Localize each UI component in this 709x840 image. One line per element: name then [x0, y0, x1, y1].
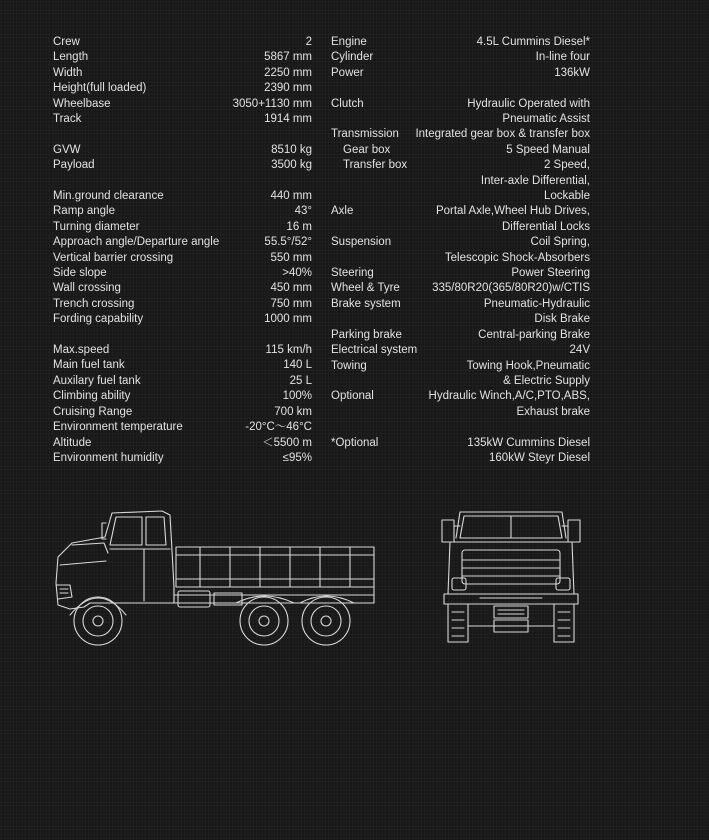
spec-value: 4.5L Cummins Diesel* [476, 36, 590, 48]
spec-label: Steering [331, 267, 374, 280]
spec-row-crew [53, 35, 312, 50]
spec-row-ramp-angle [53, 204, 312, 219]
spec-row-towing [331, 359, 590, 390]
spec-label: Optional [331, 390, 374, 403]
spec-row-altitude [53, 436, 312, 451]
spec-label: Parking brake [331, 328, 402, 341]
spec-value: Portal Axle,Wheel Hub Drives, Differential Locks [435, 205, 590, 233]
spec-label: Suspension [331, 236, 392, 249]
spec-row-cruising-range [53, 405, 312, 420]
spec-row-ground-clearance [53, 189, 312, 204]
spec-label: Height(full loaded) [53, 82, 147, 95]
spec-label: Trench crossing [53, 297, 135, 310]
truck-side-view [50, 505, 380, 655]
spec-row-wheelbase [53, 97, 312, 112]
spec-label: Turning diameter [53, 220, 140, 233]
spacer [53, 174, 312, 189]
spec-value: 700 km [274, 405, 312, 418]
specs-left-column [53, 35, 312, 466]
spec-value: Towing Hook,Pneumatic & Electric Supply [466, 359, 590, 387]
spec-label: Auxilary fuel tank [53, 374, 141, 387]
spec-label: Transmission [331, 128, 399, 141]
spec-label: Brake system [331, 297, 401, 310]
spec-row-engine [331, 35, 590, 50]
spec-value: 750 mm [270, 297, 312, 310]
spec-row-transmission [331, 127, 590, 142]
spec-value: 2390 mm [264, 82, 312, 95]
spec-value: 2250 mm [264, 66, 312, 79]
spec-label: Main fuel tank [53, 359, 125, 372]
spec-value: 16 m [286, 220, 312, 233]
spec-value: 43° [294, 205, 312, 218]
spec-value: Coil Spring, Telescopic Shock-Absorbers [444, 236, 590, 264]
spec-row-parking-brake [331, 328, 590, 343]
spec-value: 55.5°/52° [264, 236, 312, 249]
spacer [53, 127, 312, 142]
spacer [331, 81, 590, 96]
spec-row-max-speed [53, 343, 312, 358]
spec-row-payload [53, 158, 312, 173]
spec-row-gvw [53, 143, 312, 158]
spec-label: Electrical system [331, 344, 418, 357]
spec-row-side-slope [53, 266, 312, 281]
spec-label: Cruising Range [53, 405, 133, 418]
spec-label: Ramp angle [53, 205, 116, 218]
truck-front-view [432, 508, 590, 646]
spec-value: 550 mm [270, 251, 312, 264]
spacer [53, 328, 312, 343]
spec-row-track [53, 112, 312, 127]
spec-label: Wall crossing [53, 282, 121, 295]
spec-label: Clutch [331, 97, 364, 110]
spec-value: 440 mm [270, 190, 312, 203]
spec-row-optional [331, 389, 590, 420]
spec-row-height [53, 81, 312, 96]
spec-label: Payload [53, 159, 95, 172]
spec-value: 5 Speed Manual [506, 143, 590, 156]
spec-label: Vertical barrier crossing [53, 251, 174, 264]
spec-value: Hydraulic Operated with Pneumatic Assist [467, 97, 590, 126]
spec-value: Central-parking Brake [478, 328, 590, 341]
spec-label: Transfer box [343, 159, 408, 172]
spec-row-length [53, 50, 312, 65]
spec-row-suspension [331, 235, 590, 266]
spec-label: Side slope [53, 267, 107, 280]
spec-row-climbing [53, 389, 312, 404]
spec-value: >40% [282, 267, 312, 280]
spec-label: Width [53, 66, 83, 79]
spec-value: 24V [569, 344, 590, 357]
spec-label: Max.speed [53, 344, 110, 357]
spec-label: Cylinder [331, 51, 374, 64]
spec-value: ≤95% [282, 451, 312, 464]
spec-row-steering [331, 266, 590, 281]
spec-value: 140 L [283, 359, 312, 372]
spec-value: 2 [305, 36, 312, 48]
spec-row-gear-box [331, 143, 590, 158]
spec-label: Environment temperature [53, 421, 183, 434]
spec-label: Gear box [343, 143, 391, 156]
spec-value: Pneumatic-Hydraulic Disk Brake [483, 297, 590, 326]
spec-value: 335/80R20(365/80R20)w/CTIS [432, 282, 590, 295]
spec-value: 1000 mm [264, 313, 312, 326]
spec-row-env-humidity [53, 451, 312, 466]
spec-value: 3050+1130 mm [232, 97, 312, 110]
spec-value: 135kW Cummins Diesel 160kW Steyr Diesel [467, 436, 590, 464]
spec-label: Track [53, 113, 82, 126]
spec-row-clutch [331, 97, 590, 128]
truck-side-view-icon [50, 505, 380, 655]
spec-label: Towing [331, 359, 367, 372]
spec-value: 115 km/h [265, 344, 312, 357]
spec-value: In-line four [535, 51, 590, 64]
spec-label: Wheelbase [53, 97, 111, 110]
spec-value: Hydraulic Winch,A/C,PTO,ABS, Exhaust brake [428, 390, 590, 418]
spacer [331, 420, 590, 435]
spec-row-cylinder [331, 50, 590, 65]
specs-right-column [331, 35, 590, 466]
spec-row-trench-crossing [53, 297, 312, 312]
spec-row-brake-system [331, 297, 590, 328]
spec-value: 25 L [289, 374, 312, 387]
spec-row-transfer-box [331, 158, 590, 204]
spec-value: ＜5500 m [262, 436, 312, 449]
spec-value: Power Steering [511, 267, 590, 280]
spec-label: *Optional [331, 436, 379, 449]
spec-label: Engine [331, 36, 367, 48]
spec-row-optional-engines [331, 436, 590, 467]
spec-label: Axle [331, 205, 354, 218]
spec-label: Min.ground clearance [53, 190, 164, 203]
spec-label: Climbing ability [53, 390, 131, 403]
spec-row-wheel-tyre [331, 281, 590, 296]
spec-row-fording [53, 312, 312, 327]
spec-row-aux-fuel-tank [53, 374, 312, 389]
spec-value: 100% [282, 390, 312, 403]
spec-value: 3500 kg [271, 159, 312, 172]
spec-value: 450 mm [270, 282, 312, 295]
spec-value: 2 Speed, Inter-axle Differential, Lockable [480, 159, 590, 203]
spec-label: Altitude [53, 436, 92, 449]
spec-label: Approach angle/Departure angle [53, 236, 220, 249]
spec-label: GVW [53, 143, 81, 156]
spec-row-turning-diameter [53, 220, 312, 235]
spec-value: -20°C～46°C [245, 421, 312, 434]
spec-value: 8510 kg [271, 143, 312, 156]
spec-value: 5867 mm [264, 51, 312, 64]
spec-row-axle [331, 204, 590, 235]
spec-label: Wheel & Tyre [331, 282, 400, 295]
spec-row-width [53, 66, 312, 81]
spec-row-approach-departure [53, 235, 312, 250]
spec-label: Crew [53, 36, 80, 48]
spec-row-electrical [331, 343, 590, 358]
spec-row-main-fuel-tank [53, 358, 312, 373]
spec-label: Environment humidity [53, 451, 164, 464]
spec-label: Power [331, 66, 364, 79]
spec-row-env-temperature [53, 420, 312, 435]
spec-label: Fording capability [53, 313, 144, 326]
spec-row-vertical-barrier [53, 251, 312, 266]
spec-row-wall-crossing [53, 281, 312, 296]
spec-value: 136kW [554, 66, 590, 79]
spec-value: Integrated gear box & transfer box [415, 128, 590, 141]
spec-label: Length [53, 51, 89, 64]
truck-front-view-icon [432, 508, 590, 646]
spec-value: 1914 mm [264, 113, 312, 126]
spec-row-power [331, 66, 590, 81]
